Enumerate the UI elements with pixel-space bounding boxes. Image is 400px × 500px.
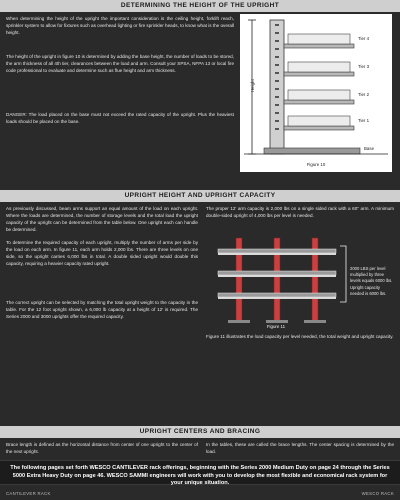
section2-right-paragraph: The proper 12' arm capacity is 2,000 lbs on a single sided rack with a 60" arm. A minimum double-sided upright of 4,000 lbs per level is needed. (206, 206, 394, 218)
figure-10-diagram (240, 14, 392, 172)
footer-right: WESCO RACK (361, 491, 394, 496)
series-banner: The following pages set forth WESCO CANTILEVER rack offerings, beginning with the Series 2000 Medium Duty on page 24 through the Series 5000 Extra Heavy Duty on page 46. WESCO SAMMI engineers will work with you to develop the most flexible and economical rack system for your unique situation. (0, 460, 400, 485)
figure-11-caption: Figure 11 (266, 324, 286, 329)
figure-10-caption: Figure 10 (306, 162, 326, 167)
tier-2-arm (284, 90, 354, 104)
tier-1-arm (284, 116, 354, 130)
section2-paragraph-3: The correct upright can be selected by matching the total upright weight to the capacity in the table. For the 12 foot upright shown, a 6,000 lb capacity at a height of 12' is required. The Series 2000 and 3000 uprights offer the required capacity. (6, 300, 198, 319)
section2-paragraph-1: As previously discussed, beam arms support an equal amount of the load on each upright. Where the loads are determined, the number of storage levels and the total load the upright capacity of the upright can be determined from the table below. One upright each can handle be determined. (6, 206, 198, 232)
section-header-upright-capacity: UPRIGHT HEIGHT AND UPRIGHT CAPACITY (0, 190, 400, 202)
label-tier-2: Tier 2 (358, 92, 370, 97)
section1-paragraph-3: DANGER: The load placed on the base must not exceed the rated capacity of the upright. Plus the heaviest loads should be placed on the base. (6, 112, 234, 124)
label-height: Height (250, 79, 255, 92)
label-tier-3: Tier 3 (358, 64, 370, 69)
label-tier-4: Tier 4 (358, 36, 370, 41)
base (264, 148, 360, 154)
section1-paragraph-1: When determining the height of the upright the important consideration is the ceiling height, forklift reach, sprinkler system to allow for fixtures such as overhead lighting or fire sprinkler heads, to know what is the overall height. (6, 16, 235, 35)
figure-11-bases (228, 320, 326, 323)
section2-paragraph-2: To determine the required capacity of each upright, multiply the number of arms per side by the load on each arm. In figure 11, each arm holds 2,000 lbs. There are three levels on one side, so the upright carries 6,000 lbs in total. A double sided upright would double this capacity, requiring a heavier capacity rated upright. (6, 240, 198, 266)
tier-3-arm (284, 62, 354, 76)
label-base: Base (364, 146, 375, 151)
figure-11-bottom-caption: Figure 11 illustrates the load capacity per level needed, the total weight and upright capacity. (206, 334, 394, 339)
label-tier-1: Tier 1 (358, 118, 370, 123)
section-header-upright-centers: UPRIGHT CENTERS AND BRACING (0, 426, 400, 438)
figure-11-side-note: 2000 LBS per level multiplied by three levels equals 6000 lbs. Upright capacity needed is 6000 lbs. (350, 266, 393, 296)
section-header-upright-height: DETERMINING THE HEIGHT OF THE UPRIGHT (0, 0, 400, 12)
section3-right-paragraph: In the tables, these are called the brace lengths. The center spacing is determined by the load. (206, 442, 394, 454)
tier-4-arm (284, 34, 354, 48)
section1-paragraph-2: The height of the upright in figure 10 is determined by adding the base height, the number of loads to be stored, the arm thickness of all 4th tier, clearances between the load and arm. Consult your SPSA, NFPA 13 or local fire code professional to evaluate and determine such as flue height and arm thickness. (6, 54, 234, 73)
footer-left: CANTILEVER RACK (6, 491, 51, 496)
section3-left-paragraph: Brace length is defined as the horizontal distance from center of one upright to the center of the next upright. (6, 442, 198, 454)
